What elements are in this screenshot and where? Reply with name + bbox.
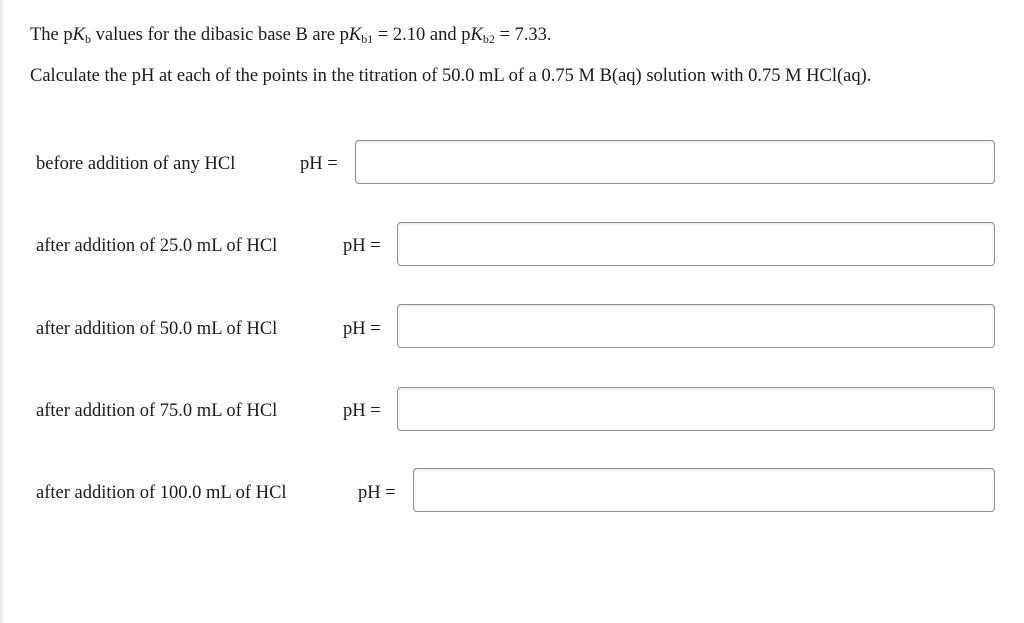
ph-input-25ml[interactable] — [397, 222, 995, 266]
constants-text: The p — [30, 25, 73, 45]
k-subscript: b2 — [482, 32, 495, 46]
k-subscript: b1 — [361, 32, 374, 46]
row-label-before: before addition of any HCl — [36, 154, 236, 174]
constants-text: values for the dibasic base B are p — [90, 25, 349, 45]
ph-input-before[interactable] — [355, 140, 995, 184]
ph-label: pH = — [300, 154, 338, 174]
ph-input-75ml[interactable] — [397, 387, 995, 431]
k-symbol: K — [72, 25, 85, 45]
question-prompt: Calculate the pH at each of the points in the titration of 50.0 mL of a 0.75 M B(aq) solution with 0.75 M HCl(aq). — [30, 66, 872, 86]
ph-label: pH = — [358, 483, 396, 503]
k-subscript: b — [84, 32, 91, 46]
k-symbol: K — [470, 25, 483, 45]
row-label-100ml: after addition of 100.0 mL of HCl — [36, 483, 287, 503]
ph-label: pH = — [343, 401, 381, 421]
row-label-50ml: after addition of 50.0 mL of HCl — [36, 319, 278, 339]
ph-input-50ml[interactable] — [397, 304, 995, 348]
k-symbol: K — [348, 25, 362, 45]
constants-text: = 7.33. — [494, 25, 552, 45]
left-divider — [0, 0, 3, 623]
row-label-25ml: after addition of 25.0 mL of HCl — [36, 236, 278, 256]
ph-input-100ml[interactable] — [413, 468, 995, 512]
row-label-75ml: after addition of 75.0 mL of HCl — [36, 401, 278, 421]
constants-text: = 2.10 and p — [373, 25, 471, 45]
ph-label: pH = — [343, 236, 381, 256]
ph-label: pH = — [343, 319, 381, 339]
question-constants — [30, 24, 552, 46]
